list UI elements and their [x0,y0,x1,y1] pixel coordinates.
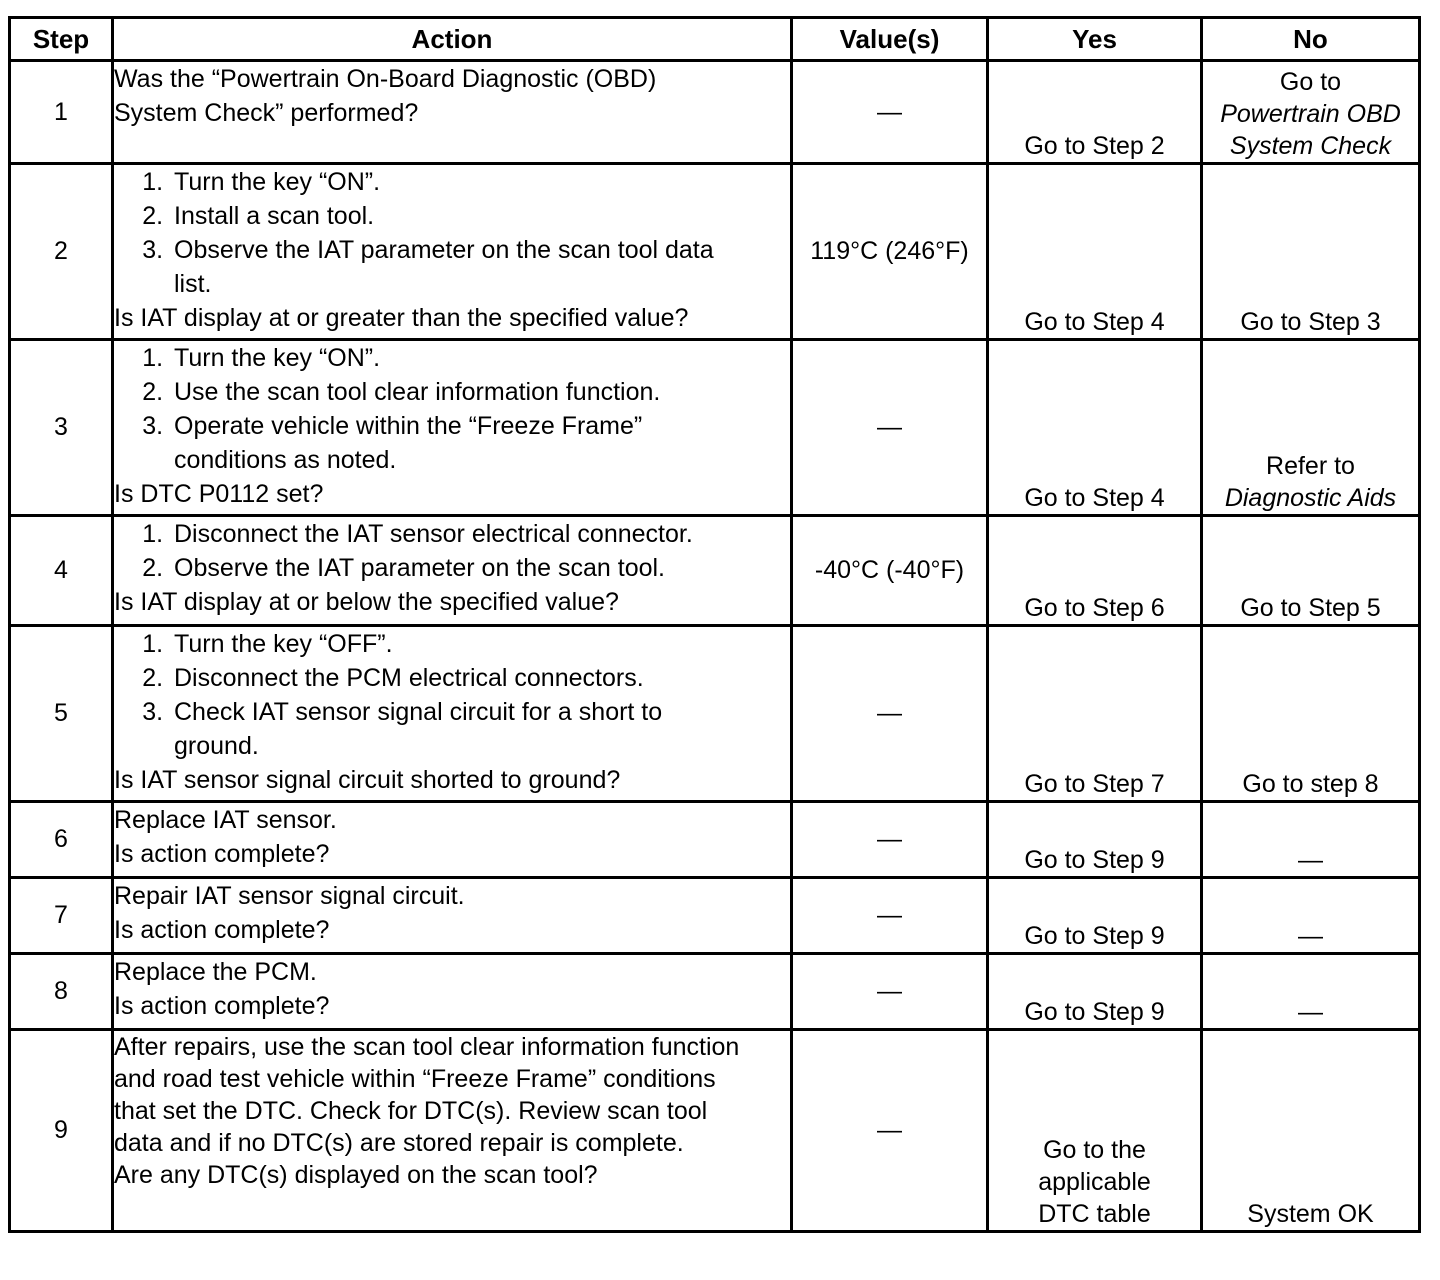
value-cell: 119°C (246°F) [792,164,988,340]
action-cell [113,802,792,878]
no-cell: Go to step 8 [1202,626,1420,802]
value-cell: — [792,626,988,802]
value-cell: — [792,61,988,164]
substep: 2. Observe the IAT parameter on the scan tool. [170,551,790,585]
table-row-step-3 [10,340,1420,516]
step-number: 1 [10,61,113,164]
action-cell [113,516,792,626]
no-cell [1202,340,1420,516]
question: Is action complete? [114,840,330,868]
substep: 3. Operate vehicle within the “Freeze Frame” conditions as noted. [170,409,790,477]
action-text: Repair IAT sensor signal circuit. [114,882,465,910]
action-cell [113,340,792,516]
value-cell: — [792,1030,988,1232]
no-cell: — [1202,802,1420,878]
no-reference: Diagnostic Aids [1224,484,1397,512]
step-number: 7 [10,878,113,954]
yes-cell: Go to the applicable DTC table [988,1030,1202,1232]
yes-cell: Go to Step 2 [988,61,1202,164]
no-cell: System OK [1202,1030,1420,1232]
value-cell: — [792,954,988,1030]
table-row-step-9 [10,1030,1420,1232]
header-values: Value(s) [792,18,988,61]
table-row-step-7 [10,878,1420,954]
substep-list [114,341,790,477]
value-cell: — [792,340,988,516]
yes-cell: Go to Step 6 [988,516,1202,626]
question: Is action complete? [114,992,330,1020]
substep: 1. Disconnect the IAT sensor electrical connector. [170,517,790,551]
yes-cell: Go to Step 4 [988,340,1202,516]
header-no: No [1202,18,1420,61]
substep: 3. Observe the IAT parameter on the scan tool data list. [170,233,790,301]
question: Is IAT display at or below the specified value? [114,588,619,616]
question: Are any DTC(s) displayed on the scan tool? [114,1161,598,1189]
no-cell: Go to Step 3 [1202,164,1420,340]
step-number: 4 [10,516,113,626]
question: Is IAT display at or greater than the specified value? [114,304,689,332]
no-cell [1202,61,1420,164]
step-number: 9 [10,1030,113,1232]
substep: 2. Disconnect the PCM electrical connectors. [170,661,790,695]
yes-cell: Go to Step 9 [988,802,1202,878]
substep-list [114,627,790,763]
step-number: 2 [10,164,113,340]
action-text: After repairs, use the scan tool clear information function and road test vehicle within “Freeze Frame” conditions that set the DTC. Check for DTC(s). Review scan tool data and if no DTC(s) are stored repair is complete. [114,1033,740,1157]
table-row-step-6 [10,802,1420,878]
header-row [10,18,1420,61]
table-row-step-2 [10,164,1420,340]
question: Is action complete? [114,916,330,944]
action-cell [113,626,792,802]
no-reference: Powertrain OBD System Check [1220,100,1401,160]
value-cell: — [792,878,988,954]
substep: 2. Install a scan tool. [170,199,790,233]
table-row-step-1 [10,61,1420,164]
yes-cell: Go to Step 4 [988,164,1202,340]
table-row-step-4 [10,516,1420,626]
no-text: Refer to [1266,452,1355,480]
action-text: Was the “Powertrain On-Board Diagnostic (OBD) System Check” performed? [114,65,657,127]
substep: 1. Turn the key “OFF”. [170,627,790,661]
yes-cell: Go to Step 7 [988,626,1202,802]
value-cell: — [792,802,988,878]
action-cell [113,61,792,164]
header-action: Action [113,18,792,61]
substep: 1. Turn the key “ON”. [170,341,790,375]
action-text: Replace IAT sensor. [114,806,337,834]
yes-cell: Go to Step 9 [988,954,1202,1030]
no-cell: — [1202,878,1420,954]
value-cell: -40°C (-40°F) [792,516,988,626]
yes-cell: Go to Step 9 [988,878,1202,954]
action-cell [113,878,792,954]
action-cell [113,954,792,1030]
question: Is DTC P0112 set? [114,480,324,508]
header-step: Step [10,18,113,61]
action-text: Replace the PCM. [114,958,317,986]
table-row-step-5 [10,626,1420,802]
step-number: 5 [10,626,113,802]
step-number: 8 [10,954,113,1030]
action-cell [113,164,792,340]
substep-list [114,165,790,301]
substep: 2. Use the scan tool clear information function. [170,375,790,409]
diagnostic-table [8,16,1421,1233]
no-cell: Go to Step 5 [1202,516,1420,626]
substep: 1. Turn the key “ON”. [170,165,790,199]
header-yes: Yes [988,18,1202,61]
question: Is IAT sensor signal circuit shorted to ground? [114,766,621,794]
substep: 3. Check IAT sensor signal circuit for a short to ground. [170,695,790,763]
step-number: 3 [10,340,113,516]
table-row-step-8 [10,954,1420,1030]
no-cell: — [1202,954,1420,1030]
no-text: Go to [1279,68,1342,96]
step-number: 6 [10,802,113,878]
substep-list [114,517,790,585]
action-cell [113,1030,792,1232]
